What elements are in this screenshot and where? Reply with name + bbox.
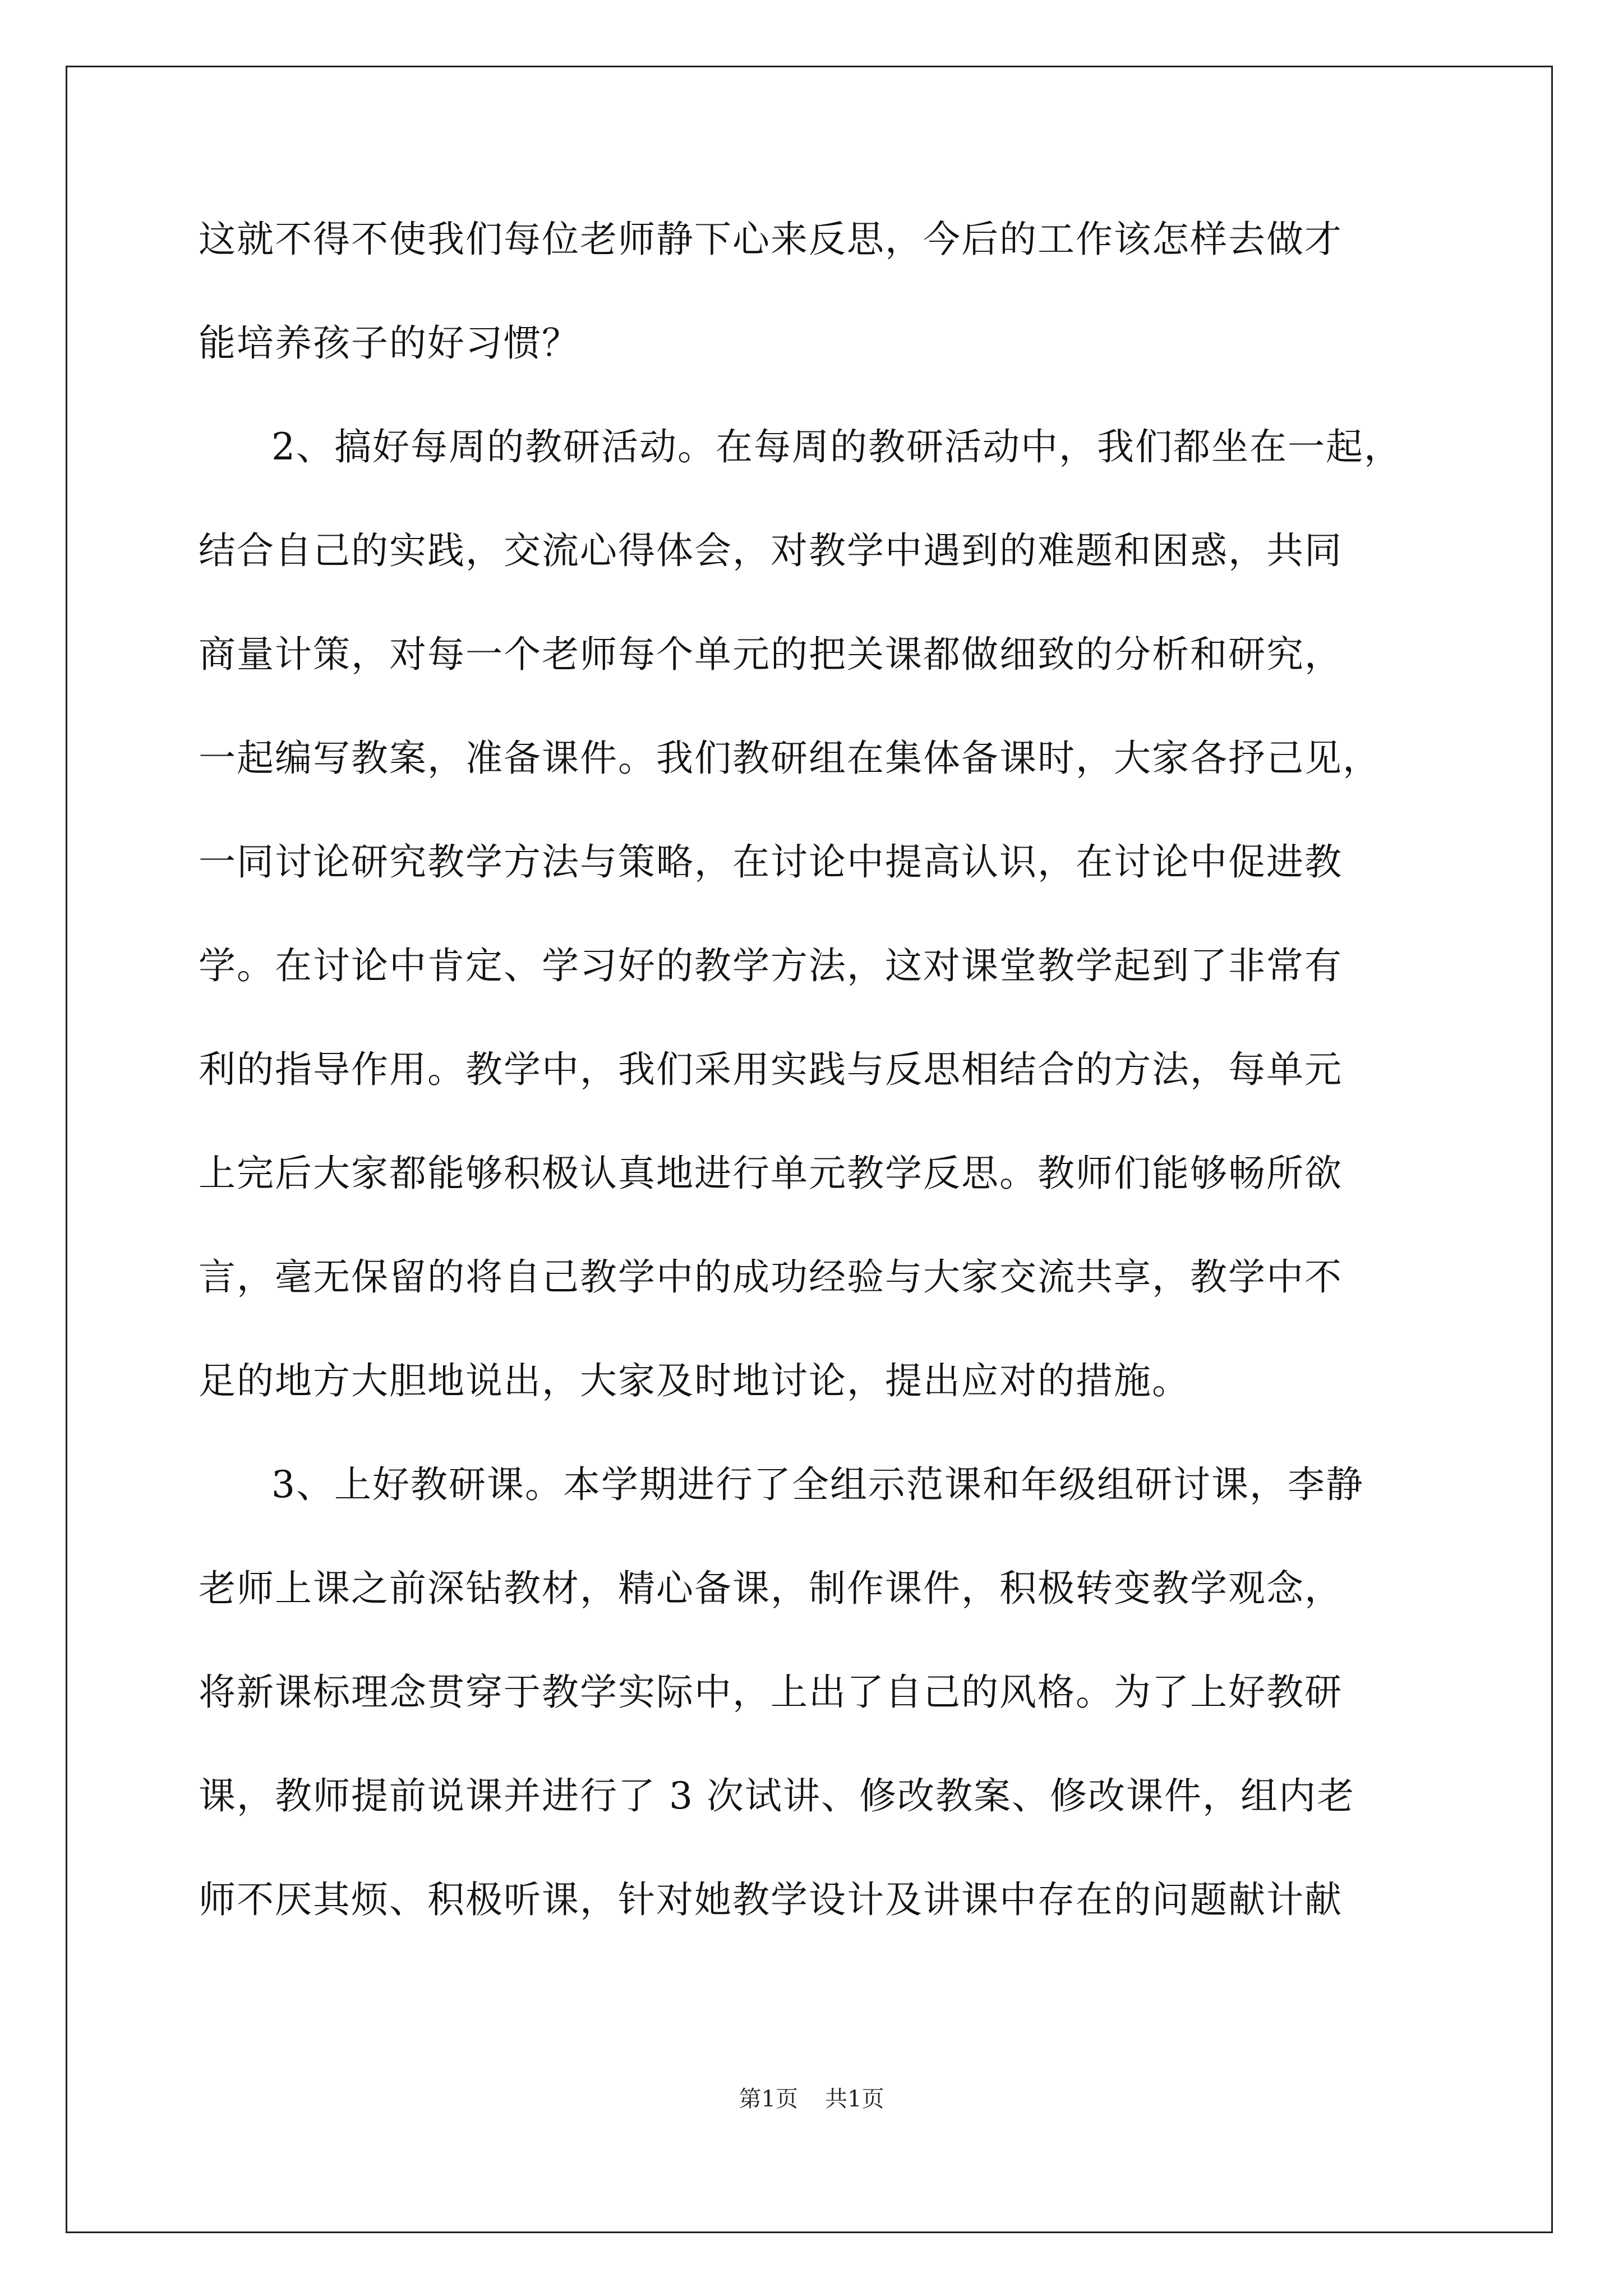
text-line: 结合自己的实践，交流心得体会，对教学中遇到的难题和困惑，共同	[199, 529, 1343, 572]
text-line: 将新课标理念贯穿于教学实际中，上出了自己的风格。为了上好教研	[199, 1671, 1343, 1714]
text-line: 上完后大家都能够积极认真地进行单元教学反思。教师们能够畅所欲	[199, 1152, 1343, 1195]
text-line: 课，教师提前说课并进行了 3 次试讲、修改教案、修改课件，组内老	[199, 1774, 1355, 1818]
page-footer	[0, 2082, 1623, 2116]
page-total-label: 共1页	[825, 2086, 884, 2112]
text-line: 学。在讨论中肯定、学习好的教学方法，这对课堂教学起到了非常有	[199, 944, 1343, 987]
text-line: 言，毫无保留的将自己教学中的成功经验与大家交流共享，教学中不	[199, 1255, 1343, 1299]
document-body	[199, 209, 1432, 1973]
text-line: 足的地方大胆地说出，大家及时地讨论，提出应对的措施。	[199, 1359, 1190, 1402]
text-line: 一同讨论研究教学方法与策略，在讨论中提高认识，在讨论中促进教	[199, 840, 1343, 884]
text-line: 一起编写教案，准备课件。我们教研组在集体备课时，大家各抒己见，	[199, 737, 1381, 780]
text-line: 师不厌其烦、积极听课，针对她教学设计及讲课中存在的问题献计献	[199, 1878, 1343, 1921]
text-line: 商量计策，对每一个老师每个单元的把关课都做细致的分析和研究，	[199, 633, 1343, 676]
page-number-label: 第1页	[739, 2086, 798, 2112]
paragraph-start-line: 3、上好教研课。本学期进行了全组示范课和年级组研讨课，李静	[271, 1463, 1364, 1506]
text-line: 这就不得不使我们每位老师静下心来反思，今后的工作该怎样去做才	[199, 218, 1343, 261]
paragraph-start-line: 2、搞好每周的教研活动。在每周的教研活动中，我们都坐在一起，	[271, 425, 1402, 468]
text-line: 老师上课之前深钻教材，精心备课，制作课件，积极转变教学观念，	[199, 1567, 1343, 1610]
text-line: 能培养孩子的好习惯？	[199, 321, 580, 365]
text-line: 利的指导作用。教学中，我们采用实践与反思相结合的方法，每单元	[199, 1048, 1343, 1091]
